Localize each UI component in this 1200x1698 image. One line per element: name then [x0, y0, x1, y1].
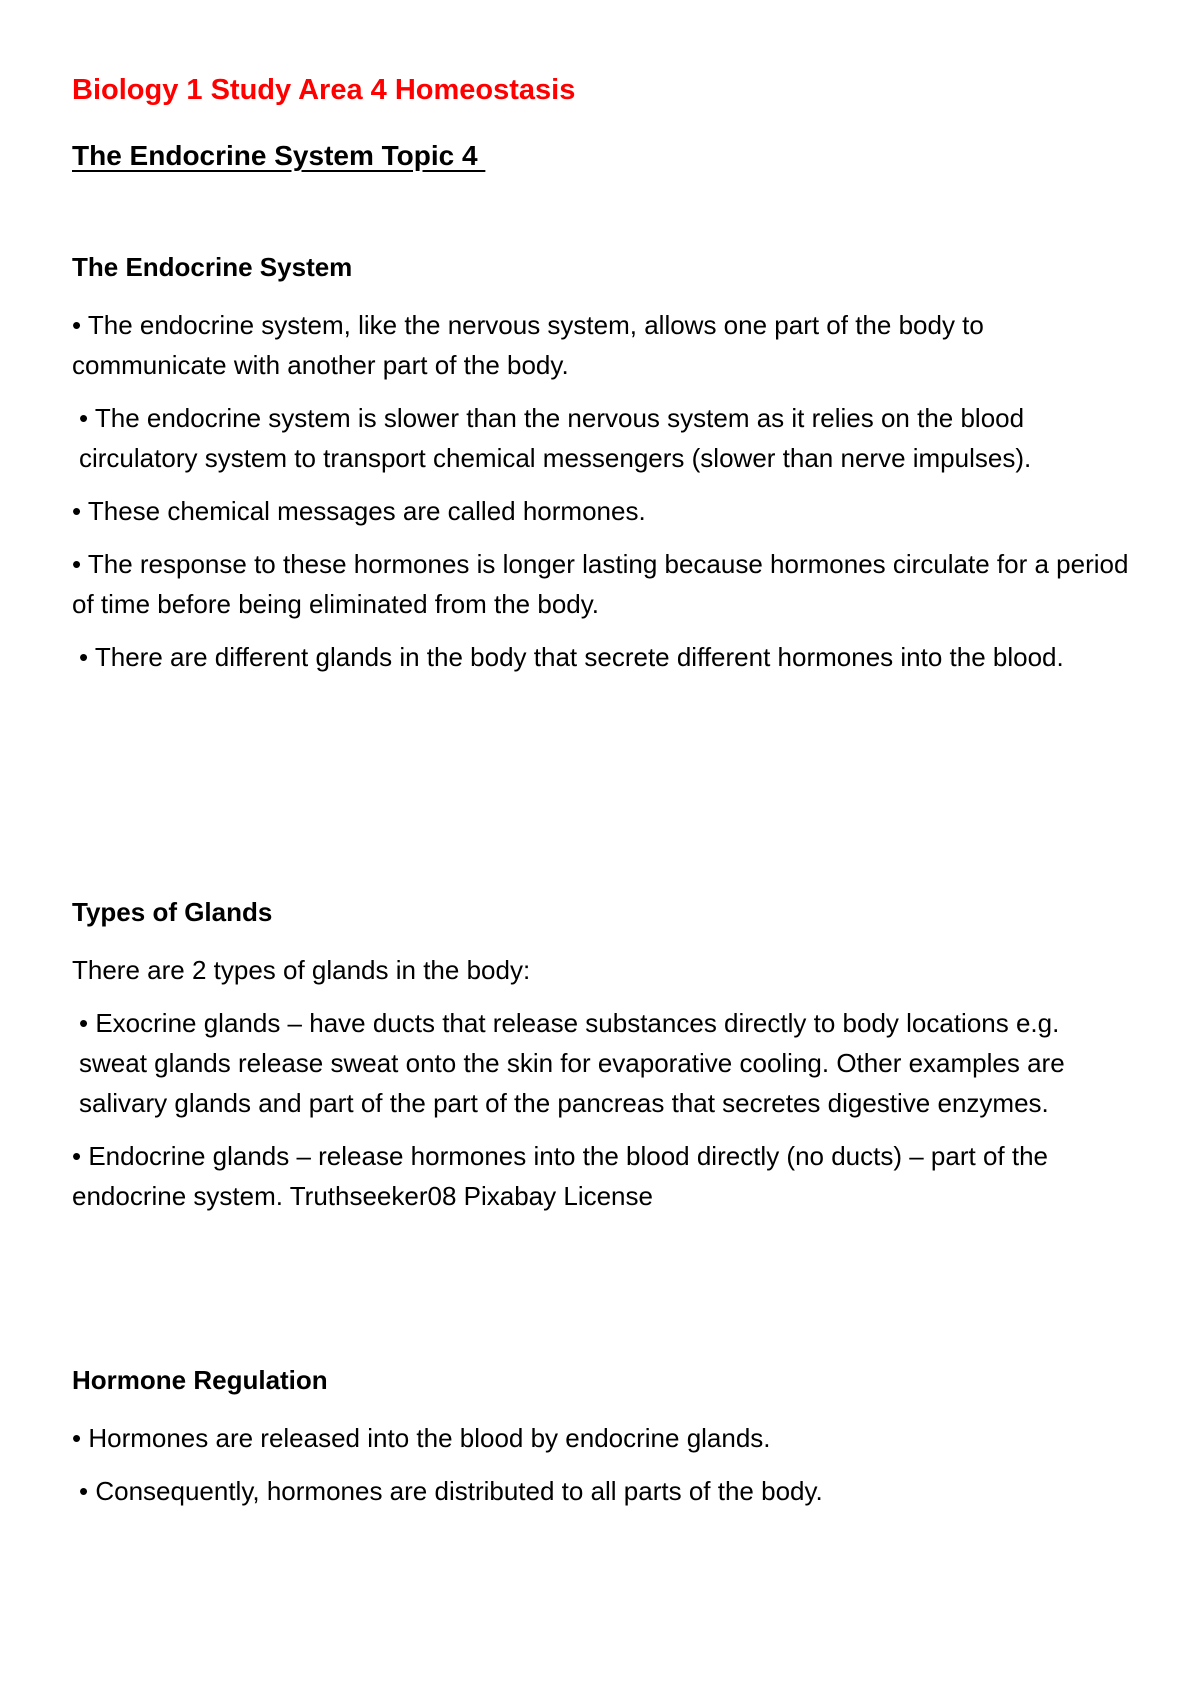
section-hormone-regulation: [72, 1363, 1132, 1524]
paragraph: • The endocrine system, like the nervous system, allows one part of the body to communicate with another part of the body.: [72, 310, 984, 380]
section-heading: The Endocrine System: [72, 252, 353, 282]
section-heading: Types of Glands: [72, 897, 273, 927]
paragraph: There are 2 types of glands in the body:: [72, 955, 531, 985]
section-heading: Hormone Regulation: [72, 1365, 328, 1395]
paragraph: • There are different glands in the body that secrete different hormones into the blood.: [79, 642, 1064, 672]
paragraph: • Exocrine glands – have ducts that release substances directly to body locations e.g. sweat glands release sweat onto the skin for evaporative cooling. Other examples are salivary glands and part of the part of the pancreas that secretes digestive enzymes.: [79, 1008, 1065, 1118]
paragraph: • Consequently, hormones are distributed to all parts of the body.: [79, 1476, 823, 1506]
paragraph: • The response to these hormones is longer lasting because hormones circulate for a period of time before being eliminated from the body.: [72, 549, 1129, 619]
document-title: Biology 1 Study Area 4 Homeostasis: [72, 74, 576, 106]
document-subtitle: The Endocrine System Topic 4: [72, 140, 486, 171]
section-endocrine-system: [72, 250, 1132, 690]
paragraph: • These chemical messages are called hormones.: [72, 496, 646, 526]
paragraph: • Hormones are released into the blood by endocrine glands.: [72, 1423, 771, 1453]
paragraph: • Endocrine glands – release hormones into the blood directly (no ducts) – part of the endocrine system. Truthseeker08 Pixabay License: [72, 1141, 1049, 1211]
section-types-of-glands: [72, 895, 1132, 1229]
paragraph: • The endocrine system is slower than the nervous system as it relies on the blood circulatory system to transport chemical messengers (slower than nerve impulses).: [79, 403, 1032, 473]
